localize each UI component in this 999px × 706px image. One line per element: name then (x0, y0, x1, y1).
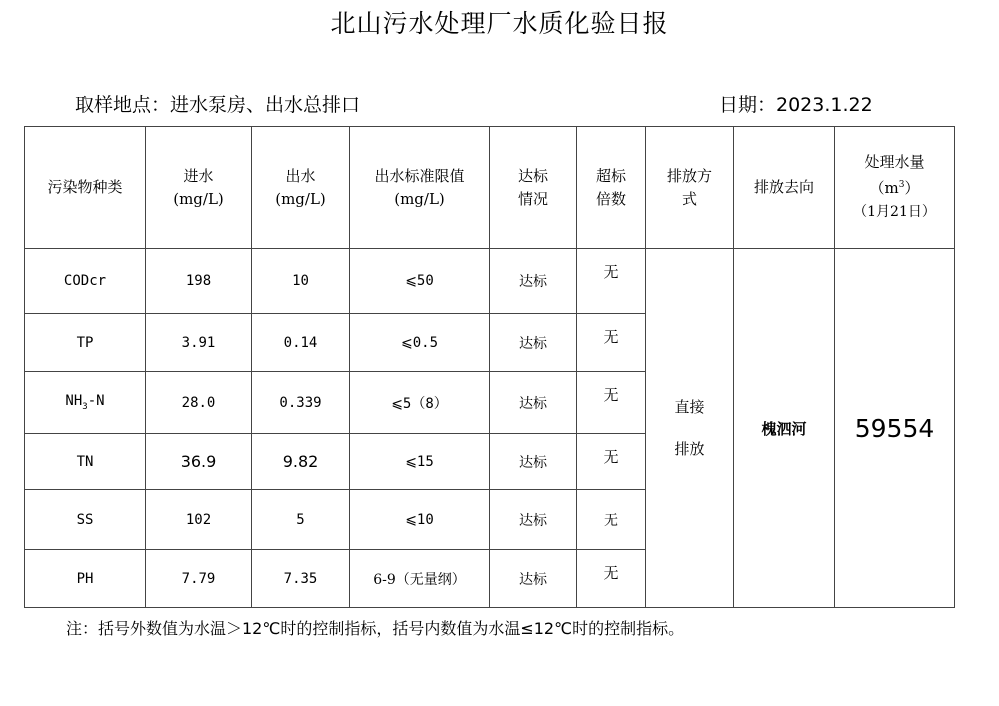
pollutant-name: SS (25, 490, 146, 550)
pollutant-name: TN (25, 434, 146, 490)
report-date: 日期：2023.1.22 (719, 94, 873, 116)
exceed-multiple: 无 (577, 249, 646, 314)
report-title: 北山污水处理厂水质化验日报 (330, 9, 669, 38)
effluent-value: 10 (252, 249, 350, 314)
limit-value: ⩽15 (350, 434, 490, 490)
effluent-value: 9.82 (252, 434, 350, 490)
influent-value: 7.79 (146, 550, 252, 608)
compliance-status: 达标 (490, 434, 577, 490)
limit-value: ⩽0.5 (350, 314, 490, 372)
effluent-value: 7.35 (252, 550, 350, 608)
limit-value: ⩽50 (350, 249, 490, 314)
compliance-status: 达标 (490, 249, 577, 314)
water-quality-table (24, 126, 955, 608)
header-limit: 出水标准限值 (mg/L) (350, 127, 490, 249)
header-row (25, 127, 955, 249)
influent-value: 102 (146, 490, 252, 550)
header-discharge-dest: 排放去向 (734, 127, 835, 249)
influent-value: 3.91 (146, 314, 252, 372)
compliance-status: 达标 (490, 550, 577, 608)
pollutant-name: CODcr (25, 249, 146, 314)
pollutant-name: PH (25, 550, 146, 608)
limit-value: ⩽10 (350, 490, 490, 550)
header-influent: 进水 (mg/L) (146, 127, 252, 249)
effluent-value: 0.339 (252, 372, 350, 434)
influent-value: 28.0 (146, 372, 252, 434)
pollutant-name: TP (25, 314, 146, 372)
exceed-multiple: 无 (577, 434, 646, 490)
compliance-status: 达标 (490, 490, 577, 550)
header-pollutant: 污染物种类 (25, 127, 146, 249)
influent-value: 36.9 (146, 434, 252, 490)
sampling-location: 取样地点：进水泵房、出水总排口 (75, 94, 361, 116)
effluent-value: 5 (252, 490, 350, 550)
limit-value: ⩽5（8） (350, 372, 490, 434)
table-row (25, 249, 955, 314)
header-discharge-method: 排放方 式 (646, 127, 734, 249)
discharge-destination: 槐泗河 (734, 249, 835, 608)
header-effluent: 出水 (mg/L) (252, 127, 350, 249)
compliance-status: 达标 (490, 314, 577, 372)
footnote: 注：括号外数值为水温＞12℃时的控制指标，括号内数值为水温≤12℃时的控制指标。 (66, 619, 685, 638)
pollutant-name: $NH_3-N$ (25, 372, 146, 434)
header-exceed: 超标 倍数 (577, 127, 646, 249)
exceed-multiple: 无 (577, 314, 646, 372)
header-compliance: 达标 情况 (490, 127, 577, 249)
exceed-multiple: 无 (577, 372, 646, 434)
treated-volume: 59554 (835, 249, 955, 608)
discharge-method: 直接 排放 (646, 249, 734, 608)
exceed-multiple: 无 (577, 550, 646, 608)
compliance-status: 达标 (490, 372, 577, 434)
effluent-value: 0.14 (252, 314, 350, 372)
exceed-multiple: 无 (577, 490, 646, 550)
influent-value: 198 (146, 249, 252, 314)
header-volume: 处理水量 $(m^3)$ （1月21日） (835, 127, 955, 249)
limit-value: 6-9（无量纲） (350, 550, 490, 608)
